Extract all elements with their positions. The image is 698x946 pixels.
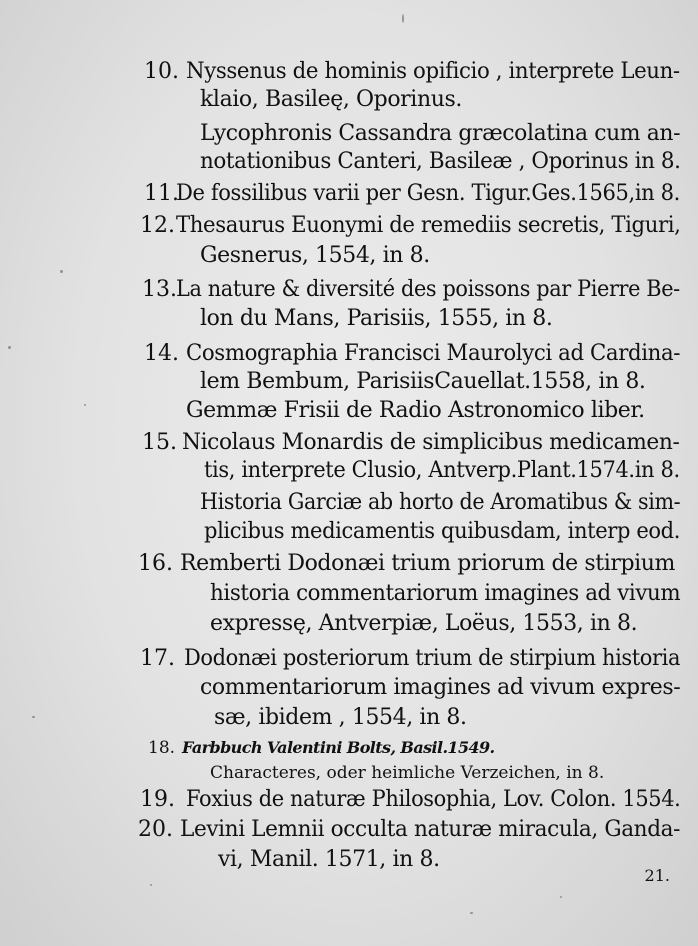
entry-number: 10. [144,59,179,84]
entry-line: La nature & diversité des poissons par Pierre Be- [176,277,680,302]
speck [32,716,35,718]
entry-line: Thesaurus Euonymi de remediis secretis, Tiguri, [176,213,681,238]
entry-line: Nyssenus de hominis opificio , interprete Leun- [186,59,680,84]
entry-number: 12. [140,213,175,238]
entry-line: De fossilibus varii per Gesn. Tigur.Ges.1565,in 8. [176,181,680,206]
entry-number: 17. [140,646,175,671]
speck [402,14,404,23]
entry-line: tis, interprete Clusio, Antverp.Plant.1574.in 8. [204,458,680,483]
entry-number: 20. [138,817,173,842]
entry-number: 16. [138,551,173,576]
entry-line: Dodonæi posteriorum trium de stirpium historia [184,646,681,671]
entry-number: 19. [140,787,175,812]
entry-line: historia commentariorum imagines ad vivum [210,581,681,606]
entry-line: Levini Lemnii occulta naturæ miracula, Ganda- [180,817,681,842]
entry-line: Historia Garciæ ab horto de Aromatibus & sim- [200,490,681,515]
speck [84,404,86,406]
speck [8,346,11,349]
entry-line: Gesnerus, 1554, in 8. [200,243,430,268]
entry-line: Nicolaus Monardis de simplicibus medicamen- [182,430,680,455]
speck [60,270,63,273]
entry-line: Farbbuch Valentini Bolts, Basil.1549. [182,738,495,757]
entry-line: sæ, ibidem , 1554, in 8. [214,705,467,730]
entry-line: klaio, Basileę, Oporinus. [200,87,462,112]
speck [470,912,473,914]
entry-line: lem Bembum, ParisiisCauellat.1558, in 8. [200,369,646,394]
entry-line: vi, Manil. 1571, in 8. [218,847,440,872]
entry-line: notationibus Canteri, Basileæ , Oporinus in 8. [200,149,681,174]
entry-number: 13. [142,277,177,302]
entry-line: expressę, Antverpiæ, Loëus, 1553, in 8. [210,611,638,636]
entry-line: Remberti Dodonæi trium priorum de stirpium [180,551,675,576]
entry-line: plicibus medicamentis quibusdam, interp eod. [204,519,681,544]
page-number: 21. [644,866,670,885]
entry-line: Characteres, oder heimliche Verzeichen, in 8. [210,763,605,783]
entry-number: 18. [148,738,176,758]
entry-line: lon du Mans, Parisiis, 1555, in 8. [200,306,553,331]
entry-number: 14. [144,341,179,366]
entry-line: Cosmographia Francisci Maurolyci ad Cardina- [186,341,681,366]
speck [560,896,562,898]
speck [150,884,152,886]
entry-line: Foxius de naturæ Philosophia, Lov. Colon. 1554. [186,787,681,812]
entry-line: commentariorum imagines ad vivum expres- [200,675,681,700]
entry-number: 15. [142,430,177,455]
entry-line: Lycophronis Cassandra græcolatina cum an- [200,121,681,146]
entry-line: Gemmæ Frisii de Radio Astronomico liber. [186,398,645,423]
entry-number: 11. [144,181,179,206]
